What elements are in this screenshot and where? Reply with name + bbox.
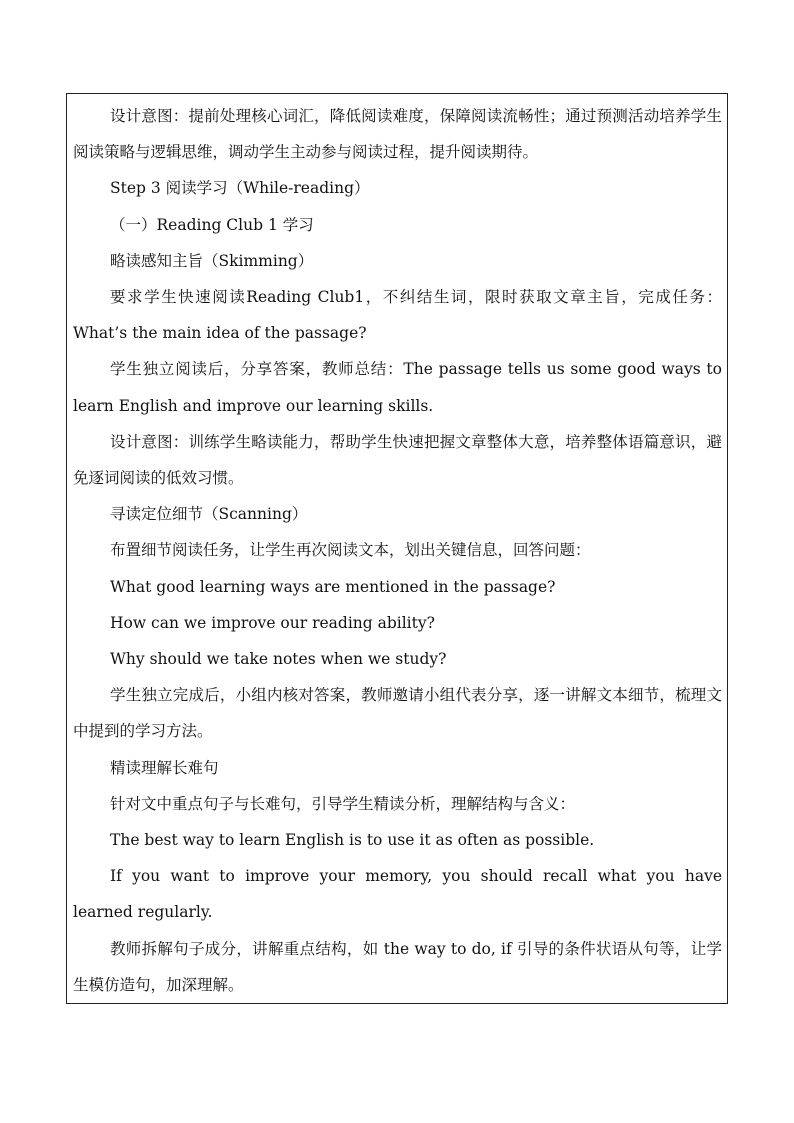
- reading-club-1-heading: （一）Reading Club 1 学习: [110, 215, 314, 234]
- scanning-task: 布置细节阅读任务，让学生再次阅读文本，划出关键信息，回答问题：: [110, 541, 591, 560]
- question-3: Why should we take notes when we study?: [110, 650, 447, 669]
- cell-content: [73, 98, 722, 1003]
- skimming-summary: 学生独立阅读后，分享答案，教师总结：The passage tells us some good ways to learn English and improve our learning skills.: [73, 360, 722, 415]
- step-3-heading: Step 3 阅读学习（While-reading）: [110, 179, 370, 198]
- skimming-heading: 略读感知主旨（Skimming）: [110, 251, 314, 270]
- design-intent-paragraph-2: 设计意图：训练学生略读能力，帮助学生快速把握文章整体大意，培养整体语篇意识，避免逐词阅读的低效习惯。: [73, 432, 722, 488]
- intensive-reading-heading: 精读理解长难句: [110, 758, 219, 777]
- sentence-analysis: 教师拆解句子成分，讲解重点结构，如 the way to do, if 引导的条件状语从句等，让学生模仿造句，加深理解。: [73, 939, 722, 994]
- example-sentence-1: The best way to learn English is to use it as often as possible.: [110, 831, 595, 850]
- intensive-reading-task: 针对文中重点句子与长难句，引导学生精读分析，理解结构与含义：: [110, 794, 576, 813]
- question-1: What good learning ways are mentioned in the passage?: [110, 577, 556, 596]
- design-intent-paragraph-1: 设计意图：提前处理核心词汇，降低阅读难度，保障阅读流畅性；通过预测活动培养学生阅读策略与逻辑思维，调动学生主动参与阅读过程，提升阅读期待。: [73, 107, 722, 162]
- scanning-heading: 寻读定位细节（Scanning）: [110, 505, 308, 524]
- question-2: How can we improve our reading ability?: [110, 613, 435, 632]
- scanning-followup: 学生独立完成后，小组内核对答案，教师邀请小组代表分享，逐一讲解文本细节，梳理文中提到的学习方法。: [73, 686, 722, 741]
- example-sentence-2: If you want to improve your memory, you should recall what you have learned regularly.: [73, 867, 722, 922]
- skimming-task: 要求学生快速阅读Reading Club1，不纠结生词，限时获取文章主旨，完成任务：What’s the main idea of the passage?: [73, 288, 722, 343]
- lesson-plan-table-cell: [66, 93, 728, 1004]
